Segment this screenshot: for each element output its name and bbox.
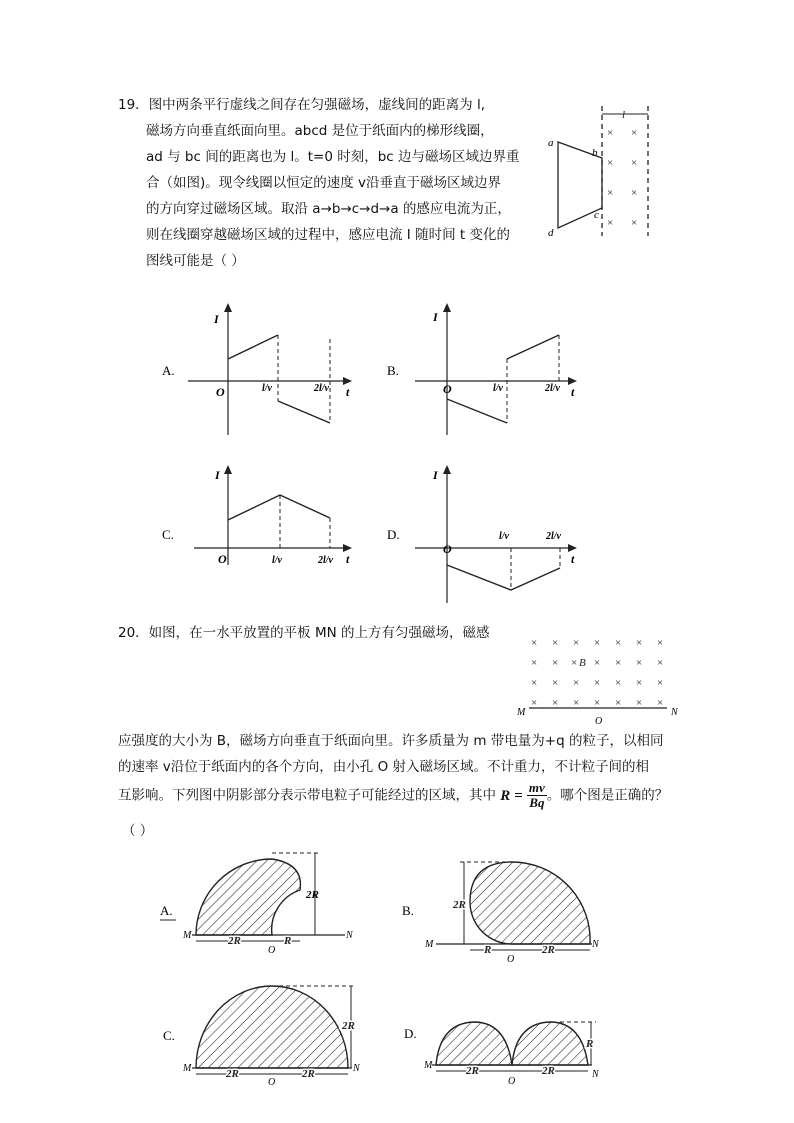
field-x: × — [657, 697, 664, 709]
option-d-dim-right-label: 2R — [542, 1065, 555, 1077]
option-b-dim-r-label: R — [484, 944, 492, 956]
option-a-dim-r-label: R — [284, 935, 292, 947]
option-label: B. — [387, 363, 399, 378]
i-axis-arrow — [443, 465, 451, 474]
field-x: × — [636, 697, 643, 709]
option-d-label-n: N — [592, 1069, 599, 1080]
field-x: × — [607, 217, 614, 229]
i-axis-arrow — [443, 303, 451, 312]
option-c-dim-left-label: 2R — [226, 1068, 239, 1080]
option-label: D. — [387, 527, 400, 542]
q19-graph-b — [385, 303, 585, 453]
field-x: × — [657, 657, 664, 669]
field-x: × — [615, 697, 622, 709]
field-x: × — [594, 697, 601, 709]
option-d-label-m: M — [424, 1060, 433, 1071]
field-x: × — [631, 157, 638, 169]
q20-line-1: 20．如图，在一水平放置的平板 MN 的上方有匀强磁场，磁感 — [118, 625, 490, 641]
q19-text — [118, 92, 520, 274]
field-x: × — [636, 637, 643, 649]
origin-label: O — [216, 385, 225, 399]
formula-fraction: $\frac{mv}{Bq}$ — [528, 780, 545, 810]
option-c-label-n: N — [353, 1063, 360, 1074]
field-x: × — [615, 677, 622, 689]
q19-graph-d — [385, 465, 585, 615]
option-label: C. — [162, 527, 174, 542]
t-axis-arrow — [343, 377, 352, 385]
option-a-label-o: O — [268, 945, 276, 956]
option-a-dim-2r-label: 2R — [228, 935, 241, 947]
option-b-label-m: M — [425, 939, 434, 950]
option-d-label-o: O — [508, 1076, 516, 1087]
field-x: × — [531, 657, 538, 669]
origin-label: O — [443, 382, 452, 396]
field-crosses — [531, 637, 663, 709]
origin-label: O — [443, 542, 452, 556]
field-x: × — [607, 157, 614, 169]
t-axis-label: t — [346, 552, 350, 566]
tick-l-over-v: l/v — [272, 555, 282, 566]
option-b-height-label: 2R — [453, 899, 466, 911]
q20-line-4: 互影响。下列图中阴影部分表示带电粒子可能经过的区域，其中 R = $\frac{mv}{Bq}$ 。哪个图是正确的？ — [118, 780, 669, 810]
tick-2l-over-v: 2l/v — [318, 555, 333, 566]
field-x: × — [594, 637, 601, 649]
field-x: × — [636, 657, 643, 669]
tick-2l-over-v: 2l/v — [546, 531, 561, 542]
q19-line-5: 的方向穿过磁场区域。取沿 a→b→c→d→a 的感应电流为正， — [146, 201, 511, 217]
q19-line-6: 则在线圈穿越磁场区域的过程中，感应电流 I 随时间 t 变化的 — [146, 227, 510, 243]
field-x: × — [531, 697, 538, 709]
field-x: × — [657, 677, 664, 689]
option-d-right-region — [512, 1022, 588, 1065]
q19-line-4: 合（如图)。现令线圈以恒定的速度 v沿垂直于磁场区域边界 — [146, 175, 502, 191]
field-x: × — [631, 187, 638, 199]
option-b-region — [470, 862, 590, 944]
field-x: × — [552, 697, 559, 709]
option-b-label-n: N — [592, 939, 599, 950]
field-x: × — [552, 677, 559, 689]
field-x: × — [636, 677, 643, 689]
field-x: × — [631, 127, 638, 139]
t-axis-arrow — [568, 377, 577, 385]
field-x: × — [573, 697, 580, 709]
tick-2l-over-v: 2l/v — [314, 383, 329, 394]
current-curve — [507, 335, 559, 359]
option-d-left-region — [436, 1022, 512, 1065]
origin-label: O — [218, 552, 227, 566]
q20-options — [0, 840, 794, 1120]
option-label-d: D. — [404, 1026, 417, 1041]
q19-line-3: ad 与 bc 间的距离也为 l。t=0 时刻，bc 边与磁场区域边界重 — [146, 149, 520, 165]
option-label-b: B. — [402, 903, 414, 918]
current-curve — [228, 335, 278, 359]
i-axis-arrow — [224, 303, 232, 312]
q20-line-3: 的速率 v沿位于纸面内的各个方向，由小孔 O 射入磁场区域。不计重力，不计粒子间的相 — [118, 759, 649, 775]
current-curve — [278, 401, 330, 423]
field-x: × — [573, 637, 580, 649]
field-x: × — [552, 637, 559, 649]
formula-r: R = — [500, 787, 523, 804]
q19-graph-a — [160, 303, 360, 453]
tick-l-over-v: l/v — [499, 531, 509, 542]
option-b-dim-2r-label: 2R — [542, 944, 555, 956]
q19-line-7: 图线可能是（ ） — [146, 253, 245, 269]
tick-2l-over-v: 2l/v — [545, 383, 560, 394]
field-x: × — [657, 637, 664, 649]
i-axis-label: I — [433, 468, 438, 482]
option-label-a: A. — [160, 903, 173, 918]
option-a-label-m: M — [183, 930, 192, 941]
current-curve — [228, 495, 330, 520]
field-x: × — [615, 637, 622, 649]
field-x: × — [607, 127, 614, 139]
q20-field-figure — [515, 632, 695, 727]
plate-label-n: N — [671, 707, 678, 718]
option-c-label-m: M — [183, 1063, 192, 1074]
q19-line-1: 19．图中两条平行虚线之间存在匀强磁场，虚线间的距离为 l, — [118, 97, 486, 113]
i-axis-label: I — [215, 468, 220, 482]
q19-line-2: 磁场方向垂直纸面向里。abcd 是位于纸面内的梯形线圈， — [146, 123, 494, 139]
option-c-region-shape — [196, 986, 348, 1068]
q19-coil-figure — [538, 104, 678, 254]
coil-label-d: d — [548, 227, 554, 239]
current-curve — [447, 399, 507, 423]
q20-answer-blank: （ ） — [122, 823, 154, 839]
t-axis-arrow — [568, 544, 577, 552]
i-axis-arrow — [224, 465, 232, 474]
q20-line-2: 应强度的大小为 B，磁场方向垂直于纸面向里。许多质量为 m 带电量为+q 的粒子，以相同 — [118, 733, 664, 749]
field-x: × — [631, 217, 638, 229]
t-axis-label: t — [346, 385, 350, 399]
field-x: × — [531, 637, 538, 649]
field-label-b: B — [579, 657, 586, 669]
i-axis-label: I — [214, 312, 219, 326]
i-axis-label: I — [433, 310, 438, 324]
coil-label-b: b — [592, 147, 598, 159]
field-x: × — [552, 657, 559, 669]
field-x: × — [594, 677, 601, 689]
option-c-label-o: O — [268, 1077, 276, 1088]
current-curve — [447, 565, 560, 590]
option-b-label-o: O — [507, 954, 515, 965]
option-label-c: C. — [163, 1028, 175, 1043]
field-crosses — [607, 127, 637, 229]
tick-l-over-v: l/v — [262, 383, 272, 394]
plate-label-m: M — [517, 707, 526, 718]
option-d-dim-left-label: 2R — [466, 1065, 479, 1077]
t-axis-label: t — [571, 552, 575, 566]
option-a-height-label: 2R — [306, 889, 319, 901]
width-label: l — [622, 109, 626, 121]
option-label: A. — [162, 363, 175, 378]
t-axis-arrow — [343, 544, 352, 552]
q19-graph-c — [160, 465, 360, 615]
field-x: × — [615, 657, 622, 669]
field-x: × — [571, 657, 578, 669]
field-x: × — [531, 677, 538, 689]
tick-l-over-v: l/v — [493, 383, 503, 394]
hole-label-o: O — [595, 716, 603, 727]
field-x: × — [607, 187, 614, 199]
coil-label-c: c — [594, 209, 599, 221]
option-c-dim-right-label: 2R — [302, 1068, 315, 1080]
option-a-label-n: N — [346, 930, 353, 941]
option-c-height-label: 2R — [342, 1020, 355, 1032]
option-a-region — [196, 859, 300, 935]
t-axis-label: t — [571, 385, 575, 399]
field-x: × — [594, 657, 601, 669]
option-d-height-label: R — [586, 1038, 594, 1050]
coil-label-a: a — [548, 137, 554, 149]
field-x: × — [573, 677, 580, 689]
